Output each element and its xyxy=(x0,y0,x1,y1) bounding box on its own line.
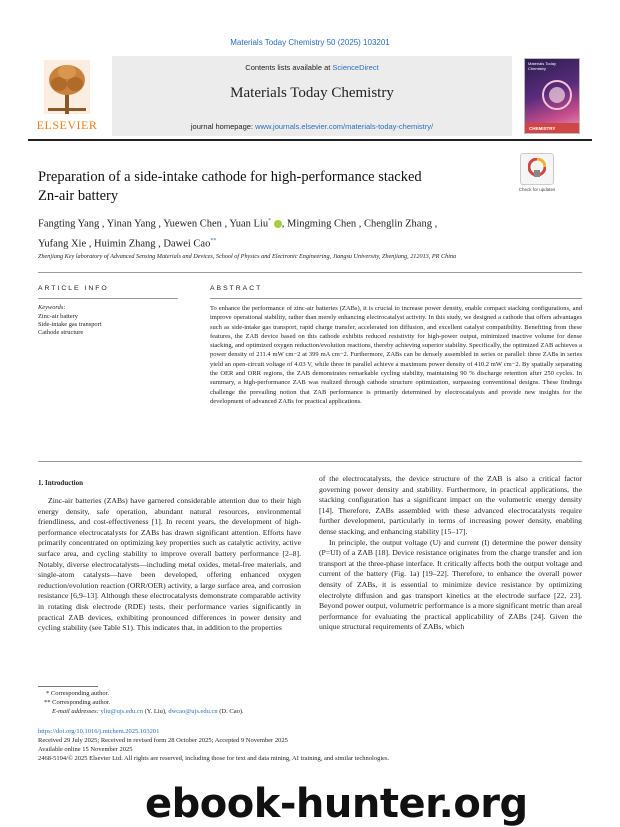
abstract-text: To enhance the performance of zinc-air batteries (ZABs), it is crucial to increase power density, enable compact stacking configurations, and improve operational stability, rather than merely enhancing electrocatalyst activity. In this study, we designed a cathode that offers advantages such as side-intake gas transport, rapid charge transfer, accelerated ion diffusion, and excellent catalyst compatibility. Benefiting from these features, the ZAB device based on this cathode exhibits reduced resistivity for high-power output, minimized inactive volume for dense stacking, and optimized oxygen reduction/evolution reactions, thereby achieving superior stability. Specifically, the optimized ZAB achieves a power density of 211.4 mW cm−2 at 399 mA cm−2. Furthermore, ZABs can be densely assembled in series or parallel: three ZABs in series yield an open-circuit voltage of 4.03 V, while three in parallel achieve a maximum power density of 410.2 mW cm−2. By spatially separating the OER and ORR regions, the ZAB demonstrates remarkable cycling stability, maintaining 90 % discharge retention after 250 cycles. In summary, a high-performance ZAB was realized through cathode structure optimization, surpassing conventional designs. These findings challenge the prevailing notion that ZAB performance is primarily determined by electrocatalysts and provide new insights for the development of advanced ZABs for practical applications. xyxy=(210,305,582,405)
email-name-1: (Y. Liu), xyxy=(142,708,169,715)
email-name-2: (D. Cao). xyxy=(217,708,244,715)
watermark-text: ebook-hunter.org xyxy=(145,781,528,827)
article-title-line-2: Zn-air battery xyxy=(38,188,119,204)
journal-reference[interactable]: Materials Today Chemistry 50 (2025) 103201 xyxy=(230,38,390,47)
homepage-prefix: journal homepage: xyxy=(190,122,256,131)
doi-link[interactable]: https://doi.org/10.1016/j.mtchem.2025.103201 xyxy=(38,728,160,735)
sciencedirect-link[interactable]: ScienceDirect xyxy=(332,63,379,72)
online-date: Available online 15 November 2025 xyxy=(38,746,133,753)
abstract-divider xyxy=(210,298,582,299)
homepage-link[interactable]: www.journals.elsevier.com/materials-today-chemistry/ xyxy=(255,122,434,131)
check-updates-icon xyxy=(528,158,546,178)
email-link-cao[interactable]: dwcao@ujs.edu.cn xyxy=(168,708,218,715)
cover-band-label: CHEMISTRY xyxy=(529,126,556,131)
footnotes xyxy=(38,689,338,716)
authors-names-1b[interactable]: , Mingming Chen , Chenglin Zhang , xyxy=(281,218,438,230)
contents-prefix: Contents lists available at xyxy=(245,63,333,72)
keyword-item: Zinc-air battery xyxy=(38,313,78,320)
keywords-label: Keywords: xyxy=(38,304,66,311)
divider-bottom xyxy=(38,461,582,462)
journal-title: Materials Today Chemistry xyxy=(230,85,394,101)
keywords-list xyxy=(38,313,102,338)
cover-art-icon xyxy=(539,77,575,113)
contents-line xyxy=(112,63,512,72)
author-list xyxy=(38,213,558,252)
divider-top xyxy=(38,272,582,273)
footnote-2: ** Corresponding author. xyxy=(44,699,111,706)
journal-cover-image[interactable] xyxy=(524,58,580,134)
journal-banner xyxy=(112,56,512,136)
corresponding-mark-2[interactable]: ** xyxy=(210,237,217,244)
article-info-heading: ARTICLE INFO xyxy=(38,285,109,292)
received-dates: Received 29 July 2025; Received in revised form 28 October 2025; Accepted 9 November 2025 xyxy=(38,737,288,744)
authors-names-1[interactable]: Fangting Yang , Yinan Yang , Yuewen Chen , Yuan Liu xyxy=(38,218,269,230)
authors-names-2[interactable]: Yufang Xie , Huimin Zhang , Dawei Cao xyxy=(38,238,211,249)
email-label: E-mail addresses: xyxy=(52,708,101,715)
authors-line-1 xyxy=(38,213,558,233)
footnote-1: * Corresponding author. xyxy=(46,690,110,697)
check-updates-label: Check for updates xyxy=(518,187,556,192)
email-link-liu[interactable]: yliu@ujs.edu.cn xyxy=(100,708,143,715)
corresponding-mark[interactable]: * xyxy=(268,218,272,224)
article-title-line-1: Preparation of a side-intake cathode for high-performance stacked xyxy=(38,169,422,185)
footnote-divider xyxy=(38,686,98,687)
cover-title: Materials Today Chemistry xyxy=(528,61,556,71)
section-heading-introduction: 1. Introduction xyxy=(38,479,83,487)
intro-right-paragraph-2: In principle, the output voltage (U) and current (I) determine the power density (P=UI) of a ZAB [18]. Device resistance originates from the charge transfer and ion transport at the three-phase interface. It critically affects both the output voltage and current of the battery (Fig. 1a) [19–22]. Therefore, to enhance the overall power density of ZABs, it is essential to minimize device resistance by optimizing electrolyte diffusion and gas transport kinetics at the electrode surface [22, 23]. Beyond power output, volumetric performance is a more significant metric than areal performance for evaluating the practical applicability of ZABs [24]. Given the unique structural requirements of ZABs, which xyxy=(319,537,582,632)
keyword-item: Cathode structure xyxy=(38,329,84,337)
publisher-name: ELSEVIER xyxy=(36,118,98,132)
authors-line-2 xyxy=(38,233,558,253)
orcid-icon[interactable] xyxy=(274,220,282,228)
keyword-item: Side-intake gas transport xyxy=(38,321,102,329)
elsevier-tree-icon xyxy=(44,60,90,114)
abstract-heading: ABSTRACT xyxy=(210,285,263,292)
elsevier-logo[interactable] xyxy=(28,60,106,132)
intro-right-paragraph-1: of the electrocatalysts, the device structure of the ZAB is also a critical factor governing power density and stability. Furthermore, in practical applications, the stacking configuration has a significant impact on the volumetric energy density [14]. Therefore, ZABs assembled with these advanced electrocatalysts require further development, particularly in terms of increasing power density, enabling dense stacking, and enhancing stability [15–17]. xyxy=(319,474,582,536)
header-divider xyxy=(28,139,592,141)
homepage-line xyxy=(112,122,512,131)
footnote-emails xyxy=(38,707,338,716)
journal-header xyxy=(28,56,592,136)
article-info-divider xyxy=(38,298,178,299)
copyright: 2468-5194/© 2025 Elsevier Ltd. All rights are reserved, including those for text and data mining, AI training, and similar technologies. xyxy=(38,755,390,762)
intro-left-column: Zinc-air batteries (ZABs) have garnered considerable attention due to their high energy density, safe operation, abundant natural resources, environmental friendliness, and cost-effectiveness [1]. In recent years, the development of high-performance electrocatalysts for ZABs has drawn significant attention. Efforts have primarily concentrated on optimizing key properties such as catalytic activity, active surface area, and cycling stability to improve overall battery performance [2–8]. Notably, diverse electrocatalysts—including metal oxides, metal-free materials, and single-atom catalysts—have been developed, offering enhanced oxygen reduction/evolution reaction (ORR/OER) activity, a large surface area, and corrosion resistance [6,9–13]. Although these electrocatalysts demonstrate comparable activity in rotating disk electrode (RDE) tests, their performance varies significantly in practical ZAB devices, exhibiting pronounced differences in power density and cycling stability (see Table S1). This indicates that, in addition to the properties xyxy=(38,496,301,633)
article-title xyxy=(38,168,508,206)
intro-right-column xyxy=(319,474,582,633)
publication-info xyxy=(38,727,578,763)
check-for-updates-button[interactable] xyxy=(518,153,556,192)
affiliation: Zhenjiang Key laboratory of Advanced Sensing Materials and Devices, School of Physics and Electronic Engineering, Jiangsu University, Zhenjiang, 212013, PR China xyxy=(38,253,457,260)
